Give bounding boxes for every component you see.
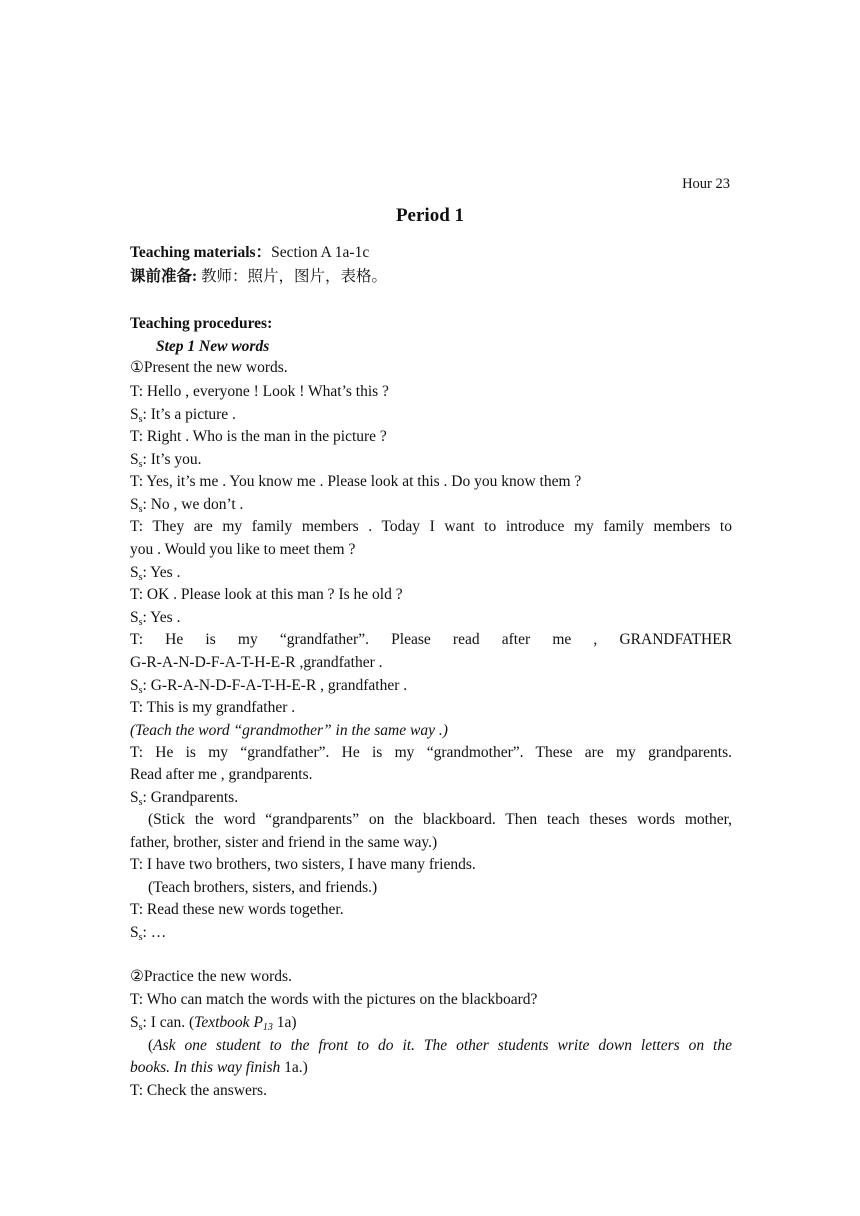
hour-label: Hour 23 xyxy=(682,176,730,192)
dialog-text: : Yes . xyxy=(142,564,181,581)
step1-heading: Step 1 New words xyxy=(156,338,270,355)
dialog-line xyxy=(130,676,407,696)
dialog-text: 1a) xyxy=(272,1014,297,1031)
dialog-line: T: Yes, it’s me . You know me . Please look at this . Do you know them ? xyxy=(130,473,582,490)
speaker-sub: s xyxy=(138,617,143,628)
speaker-s: S xyxy=(130,564,139,581)
dialog-line: T: He is my “grandfather”. He is my “grandmother”. These are my grandparents. xyxy=(130,744,732,761)
speaker-sub: s xyxy=(138,572,143,583)
dialog-line xyxy=(130,563,180,583)
instruction-text: 1a.) xyxy=(280,1059,308,1076)
page-number: 13 xyxy=(262,1022,273,1033)
dialog-line: Read after me , grandparents. xyxy=(130,766,313,783)
stage-direction xyxy=(130,1058,308,1078)
dialog-line: T: Check the answers. xyxy=(130,1082,267,1099)
dialog-line xyxy=(130,405,236,425)
teaching-materials-line xyxy=(130,243,369,263)
speaker-sub: s xyxy=(138,504,143,515)
dialog-line xyxy=(130,1013,297,1033)
materials-label: Teaching materials： xyxy=(130,244,272,261)
dialog-text: : G-R-A-N-D-F-A-T-H-E-R , grandfather . xyxy=(142,677,408,694)
speaker-s: S xyxy=(130,406,139,423)
speaker-sub: s xyxy=(138,932,143,943)
preparation-line xyxy=(130,267,387,287)
dialog-line xyxy=(130,923,166,943)
dialog-line: T: I have two brothers, two sisters, I have many friends. xyxy=(130,856,476,873)
speaker-s: S xyxy=(130,924,139,941)
instruction-text: books. In this way finish xyxy=(130,1059,281,1076)
dialog-line: G-R-A-N-D-F-A-T-H-E-R ,grandfather . xyxy=(130,654,383,671)
dialog-line xyxy=(130,450,202,470)
speaker-sub: s xyxy=(138,797,143,808)
materials-value: Section A 1a-1c xyxy=(271,244,370,261)
dialog-text: : I can. ( xyxy=(142,1014,195,1031)
dialog-line: T: OK . Please look at this man ? Is he old ? xyxy=(130,586,403,603)
speaker-s: S xyxy=(130,609,139,626)
paren: ( xyxy=(148,1037,154,1054)
stage-direction: father, brother, sister and friend in the same way.) xyxy=(130,834,438,851)
dialog-text: : It’s a picture . xyxy=(142,406,236,423)
stage-direction: (Teach brothers, sisters, and friends.) xyxy=(148,879,378,896)
dialog-line: T: Right . Who is the man in the picture ? xyxy=(130,428,387,445)
prep-label: 课前准备: xyxy=(130,268,198,285)
practice-heading: ②Practice the new words. xyxy=(130,968,292,985)
dialog-line: T: This is my grandfather . xyxy=(130,699,296,716)
dialog-line: you . Would you like to meet them ? xyxy=(130,541,356,558)
procedures-heading: Teaching procedures: xyxy=(130,315,273,332)
dialog-line xyxy=(130,495,243,515)
speaker-sub: s xyxy=(138,1022,143,1033)
dialog-text: : It’s you. xyxy=(142,451,202,468)
speaker-s: S xyxy=(130,677,139,694)
dialog-text: : Yes . xyxy=(142,609,181,626)
textbook-ref: Textbook P xyxy=(194,1014,263,1031)
present-heading: ①Present the new words. xyxy=(130,359,288,376)
speaker-s: S xyxy=(130,789,139,806)
dialog-line: T: He is my “grandfather”. Please read after me , GRANDFATHER xyxy=(130,631,732,648)
dialog-line: T: They are my family members . Today I want to introduce my family members to xyxy=(130,518,732,535)
dialog-text: : Grandparents. xyxy=(142,789,239,806)
dialog-line: T: Hello , everyone ! Look ! What’s this ? xyxy=(130,383,389,400)
speaker-s: S xyxy=(130,1014,139,1031)
instruction-text: Ask one student to the front to do it. The other students write down letters on the xyxy=(153,1037,732,1054)
speaker-s: S xyxy=(130,496,139,513)
dialog-line xyxy=(130,788,238,808)
dialog-line: T: Who can match the words with the pictures on the blackboard? xyxy=(130,991,538,1008)
stage-direction: (Stick the word “grandparents” on the blackboard. Then teach theses words mother, xyxy=(148,811,732,828)
dialog-line: T: Read these new words together. xyxy=(130,901,344,918)
dialog-text: : No , we don’t . xyxy=(142,496,244,513)
dialog-text: : … xyxy=(142,924,167,941)
speaker-sub: s xyxy=(138,459,143,470)
dialog-line xyxy=(130,608,180,628)
speaker-s: S xyxy=(130,451,139,468)
prep-value: 教师：照片，图片，表格。 xyxy=(197,268,388,285)
stage-direction xyxy=(130,1036,732,1056)
speaker-sub: s xyxy=(138,685,143,696)
stage-direction: (Teach the word “grandmother” in the same way .) xyxy=(130,722,448,739)
page-title: Period 1 xyxy=(395,205,465,226)
speaker-sub: s xyxy=(138,414,143,425)
